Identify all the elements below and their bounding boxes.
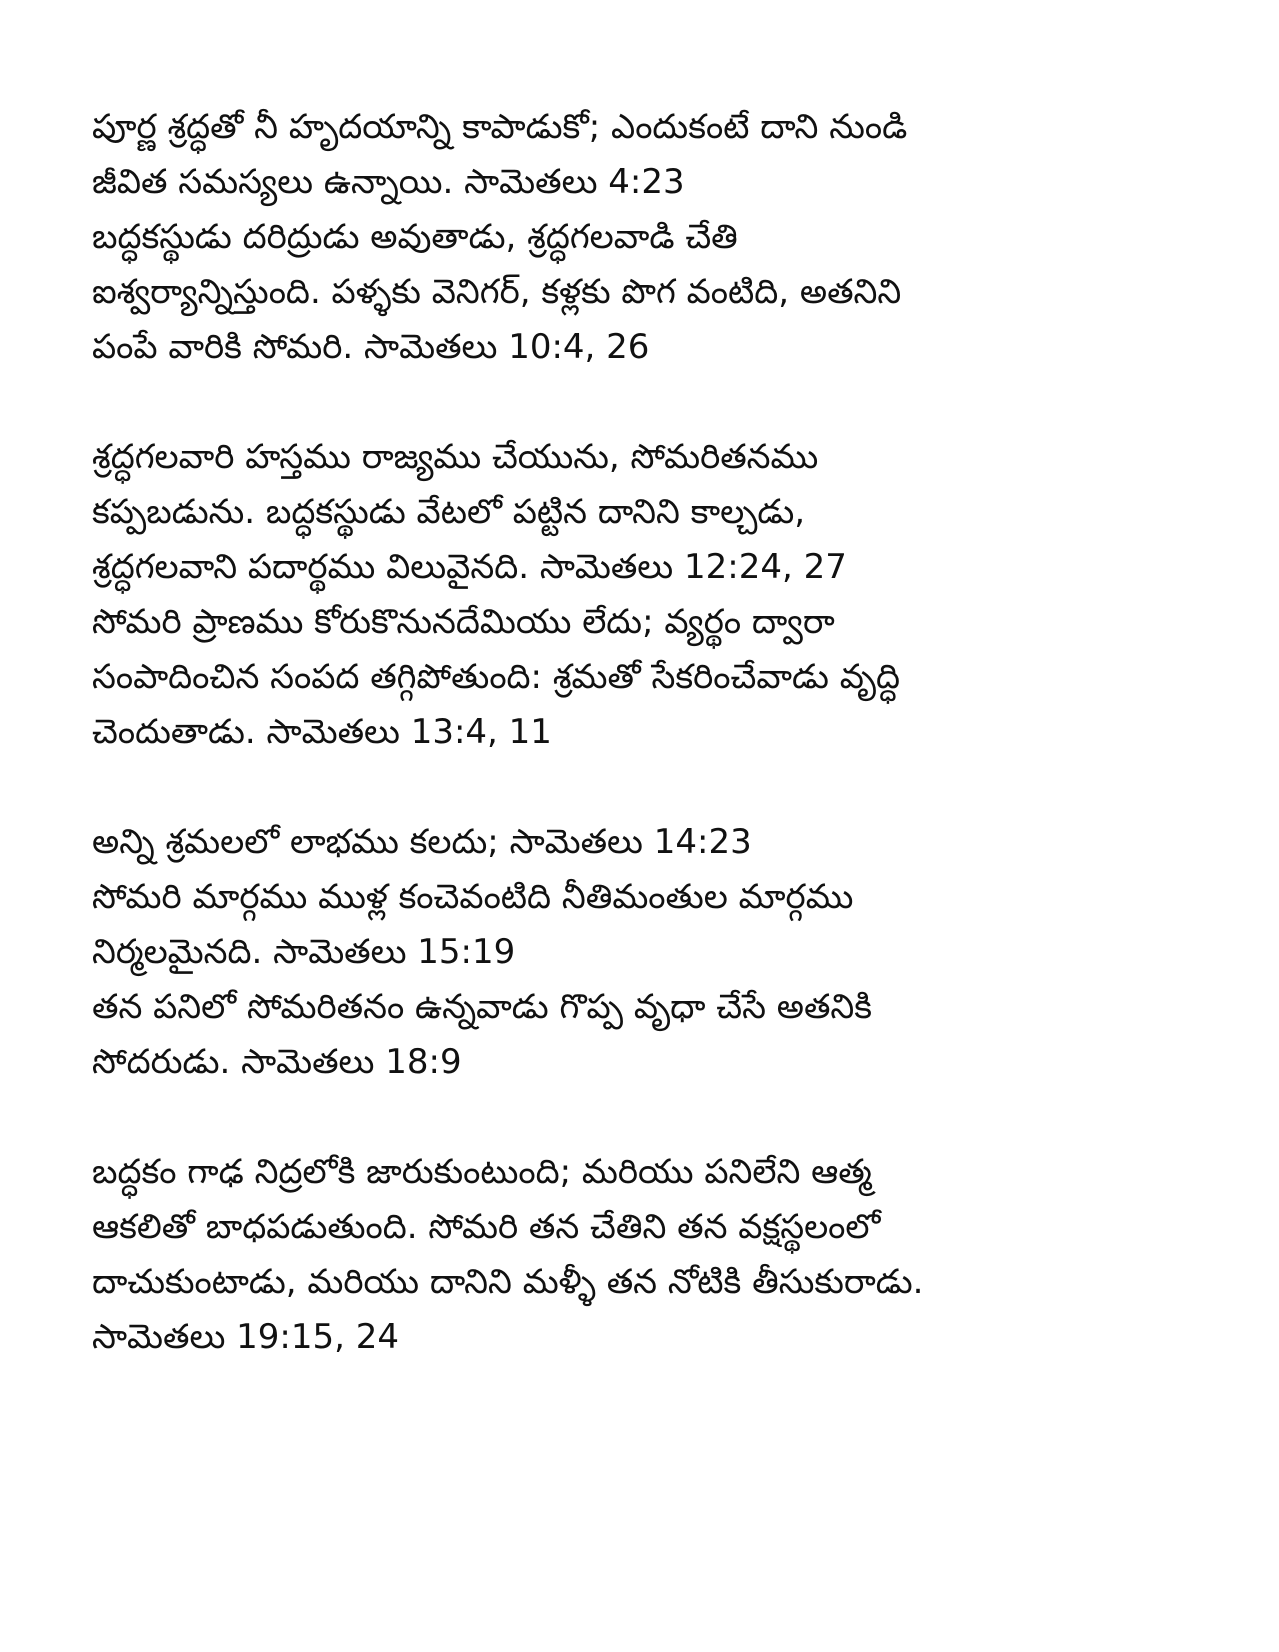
text-line: సోమరి మార్గము ముళ్ల కంచెవంటిది నీతిమంతుల మార్గము xyxy=(92,877,854,917)
text-line: దాచుకుంటాడు, మరియు దానిని మళ్ళీ తన నోటికి తీసుకురాడు. xyxy=(92,1262,924,1302)
text-line: సోదరుడు. సామెతలు 18:9 xyxy=(92,1042,462,1082)
text-line: సోమరి ప్రాణము కోరుకొనునదేమియు లేదు; వ్యర్థం ద్వారా xyxy=(92,602,835,642)
text-line: బద్ధకస్థుడు దరిద్రుడు అవుతాడు, శ్రద్ధగలవాడి చేతి xyxy=(92,217,738,257)
text-line: జీవిత సమస్యలు ఉన్నాయి. సామెతలు 4:23 xyxy=(92,162,685,202)
paragraph-spacer xyxy=(92,1090,1212,1145)
text-line: పంపే వారికి సోమరి. సామెతలు 10:4, 26 xyxy=(92,327,650,367)
paragraph-4 xyxy=(92,1145,1212,1365)
text-line: కప్పబడును. బద్ధకస్థుడు వేటలో పట్టిన దానిని కాల్చడు, xyxy=(92,492,806,532)
paragraph-spacer xyxy=(92,375,1212,430)
text-line: బద్ధకం గాఢ నిద్రలోకి జారుకుంటుంది; మరియు పనిలేని ఆత్మ xyxy=(92,1152,872,1192)
paragraph-spacer xyxy=(92,760,1212,815)
text-line: చెందుతాడు. సామెతలు 13:4, 11 xyxy=(92,712,552,752)
text-line: సంపాదించిన సంపద తగ్గిపోతుంది: శ్రమతో సేకరించేవాడు వృద్ధి xyxy=(92,657,900,697)
text-line: ఆకలితో బాధపడుతుంది. సోమరి తన చేతిని తన వక్షస్థలంలో xyxy=(92,1207,881,1247)
paragraph-2 xyxy=(92,430,1212,760)
text-line: సామెతలు 19:15, 24 xyxy=(92,1317,400,1357)
document-body xyxy=(92,100,1212,1365)
text-line: పూర్ణ శ్రద్ధతో నీ హృదయాన్ని కాపాడుకో; ఎందుకంటే దాని నుండి xyxy=(92,107,908,147)
text-line: శ్రద్ధగలవారి హస్తము రాజ్యము చేయును, సోమరితనము xyxy=(92,437,819,477)
text-line: శ్రద్ధగలవాని పదార్థము విలువైనది. సామెతలు 12:24, 27 xyxy=(92,547,847,587)
text-line: ఐశ్వర్యాన్నిస్తుంది. పళ్ళకు వెనిగర్, కళ్లకు పొగ వంటిది, అతనిని xyxy=(92,272,902,312)
paragraph-1 xyxy=(92,100,1212,375)
text-line: నిర్మలమైనది. సామెతలు 15:19 xyxy=(92,932,516,972)
paragraph-3 xyxy=(92,815,1212,1090)
text-line: తన పనిలో సోమరితనం ఉన్నవాడు గొప్ప వృధా చేసే అతనికి xyxy=(92,987,873,1027)
text-line: అన్ని శ్రమలలో లాభము కలదు; సామెతలు 14:23 xyxy=(92,822,752,862)
